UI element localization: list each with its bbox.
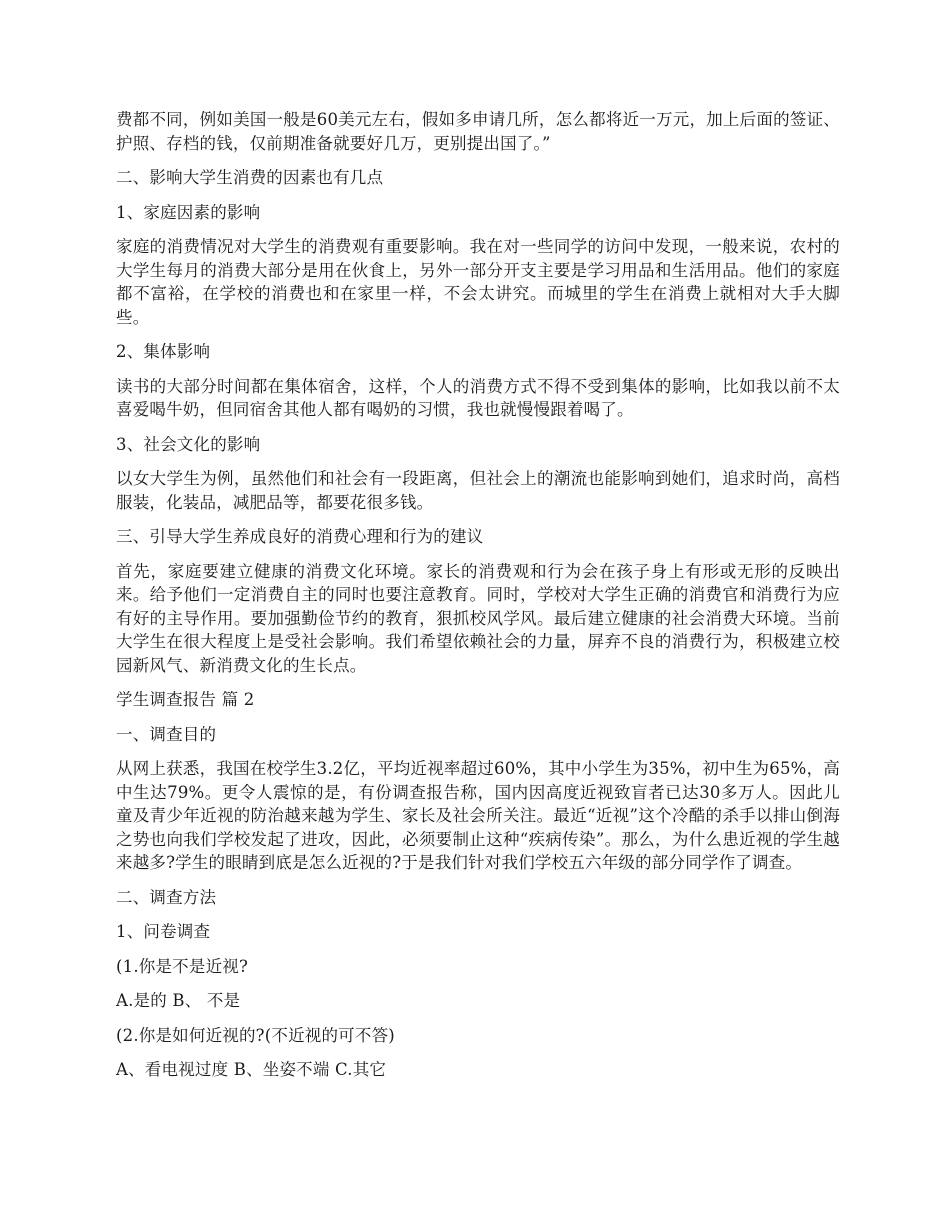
question-1: (1.你是不是近视? — [116, 956, 249, 976]
section-heading-factors: 二、影响大学生消费的因素也有几点 — [116, 168, 384, 187]
paragraph-collective: 读书的大部分时间都在集体宿舍，这样，个人的消费方式不得不受到集体的影响，比如我以前不太喜爱喝牛奶，但同宿舍其他人都有喝奶的习惯，我也就慢慢跟着喝了。 — [116, 376, 840, 419]
subheading-collective: 2、集体影响 — [116, 342, 211, 361]
paragraph-family: 家庭的消费情况对大学生的消费观有重要影响。我在对一些同学的访问中发现，一般来说，农村的大学生每月的消费大部分是用在伙食上，另外一部分开支主要是学习用品和生活用品。他们的家庭都不富裕，在学校的消费也和在家里一样，不会太讲究。而城里的学生在消费上就相对大手大脚些。 — [116, 237, 840, 327]
question-2: (2.你是如何近视的?(不近视的可不答) — [116, 1025, 395, 1045]
section-heading-method: 二、调查方法 — [116, 887, 217, 907]
paragraph-intro-cost: 费都不同，例如美国一般是60美元左右，假如多申请几所，怎么都将近一万元，加上后面的签证、护照、存档的钱，仅前期准备就要好几万，更别提出国了。” — [116, 110, 840, 153]
document-body — [116, 108, 840, 1093]
paragraph-suggestions: 首先，家庭要建立健康的消费文化环境。家长的消费观和行为会在孩子身上有形或无形的反映出来。给予他们一定消费自主的同时也要注意教育。同时，学校对大学生正确的消费官和消费行为应有好的主导作用。要加强勤俭节约的教育，狠抓校风学风。最后建立健康的社会消费大环境。当前大学生在很大程度上是受社会影响。我们希望依赖社会的力量，屏弃不良的消费行为，积极建立校园新风气、新消费文化的生长点。 — [116, 561, 840, 675]
question-1-options: A.是的 B、 不是 — [116, 991, 241, 1010]
paragraph-purpose: 从网上获悉，我国在校学生3.2亿，平均近视率超过60%，其中小学生为35%，初中生为65%，高中生达79%。更令人震惊的是，有份调查报告称，国内因高度近视致盲者已达30多万人。因此儿童及青少年近视的防治越来越为学生、家长及社会所关注。最近“近视”这个冷酷的杀手以排山倒海之势也向我们学校发起了进攻，因此，必须要制止这种“疾病传染”。那么，为什么患近视的学生越来越多?学生的眼睛到底是怎么近视的?于是我们针对我们学校五六年级的部分同学作了调查。 — [116, 759, 840, 872]
subheading-family: 1、家庭因素的影响 — [116, 202, 261, 222]
subheading-questionnaire: 1、问卷调查 — [116, 922, 211, 941]
section-heading-purpose: 一、调查目的 — [116, 724, 217, 744]
section-heading-suggestions: 三、引导大学生养成良好的消费心理和行为的建议 — [116, 527, 484, 546]
report-title-part-2: 学生调查报告 篇 2 — [116, 690, 255, 709]
question-2-options: A、看电视过度 B、坐姿不端 C.其它 — [116, 1060, 387, 1079]
subheading-social-culture: 3、社会文化的影响 — [116, 434, 261, 454]
paragraph-social-culture: 以女大学生为例，虽然他们和社会有一段距离，但社会上的潮流也能影响到她们，追求时尚，高档服装，化装品，减肥品等，都要花很多钱。 — [116, 469, 840, 512]
